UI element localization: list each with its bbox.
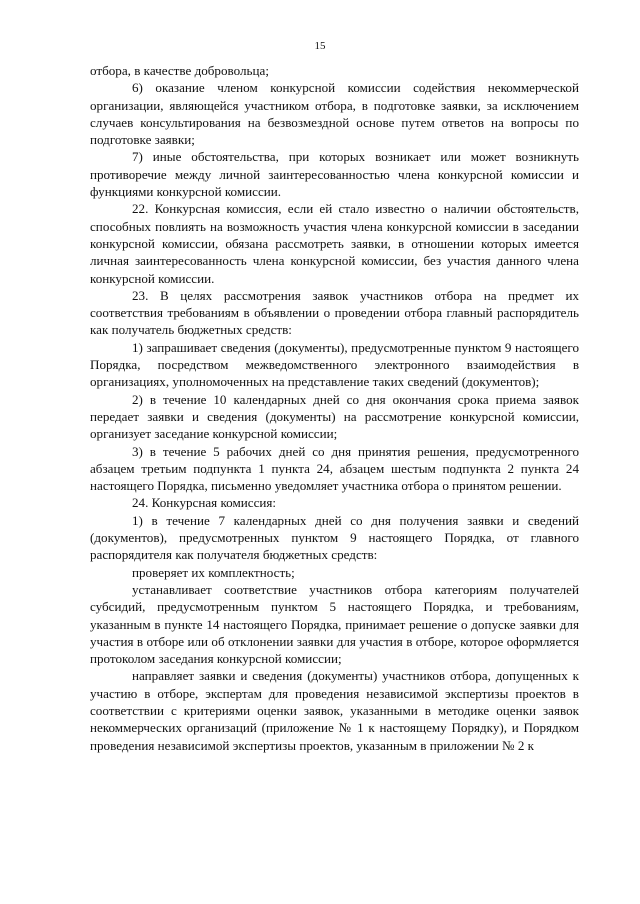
page-number: 15 bbox=[314, 40, 326, 52]
paragraph-clause-24: 24. Конкурсная комиссия: bbox=[132, 495, 277, 511]
paragraph-establish-compliance: устанавливает соответствие участников отбора категориям получателей субсидий, предусмотренным пунктом 5 настоящего Порядка, и требованиям, указанным в пункте 14 настоящего Порядка, принимает решение о допуске заявки для участия в отборе или об отклонении заявки для участия в отборе, которое оформляется протоколом заседания конкурсной комиссии; bbox=[90, 581, 579, 667]
paragraph-clause-24-item-1: 1) в течение 7 календарных дней со дня получения заявки и сведений (документов), предусмотренных пунктом 9 настоящего Порядка, от главного распорядителя как получателя бюджетных средств: bbox=[90, 512, 579, 563]
paragraph-clause-23-item-1: 1) запрашивает сведения (документы), предусмотренные пунктом 9 настоящего Порядка, посредством межведомственного электронного взаимодействия в организациях, уполномоченных на представление таких сведений (документов); bbox=[90, 339, 579, 390]
paragraph-item-7: 7) иные обстоятельства, при которых возникает или может возникнуть противоречие между личной заинтересованностью члена конкурсной комиссии и функциями конкурсной комиссии. bbox=[90, 149, 579, 200]
paragraph-clause-23-item-3: 3) в течение 5 рабочих дней со дня принятия решения, предусмотренного абзацем третьим подпункта 1 пункта 24, абзацем шестым подпункта 2 пункта 24 настоящего Порядка, письменно уведомляет участника отбора о принятом решении. bbox=[90, 443, 579, 494]
paragraph-clause-22: 22. Конкурсная комиссия, если ей стало известно о наличии обстоятельств, способных повлиять на возможность участия члена конкурсной комиссии в заседании конкурсной комиссии, обязана рассмотреть заявки, в отношении которых имеется личная заинтересованность члена конкурсной комиссии, без участия данного члена конкурсной комиссии. bbox=[90, 201, 579, 286]
paragraph-send-to-experts: направляет заявки и сведения (документы) участников отбора, допущенных к участию в отборе, экспертам для проведения независимой экспертизы проектов в соответствии с критериями оценки заявок, указанными в методике оценки заявок некоммерческих организаций (приложение № 1 к настоящему Порядку), и Порядком проведения независимой экспертизы проектов, указанным в приложении № 2 к bbox=[90, 668, 579, 753]
paragraph-item-6: 6) оказание членом конкурсной комиссии содействия некоммерческой организации, являющейся участником отбора, в подготовке заявки, за исключением случаев консультирования на безвозмездной основе путем ответов на вопросы по подготовке заявки; bbox=[90, 80, 579, 148]
paragraph-clause-23: 23. В целях рассмотрения заявок участников отбора на предмет их соответствия требованиям в объявлении о проведении отбора главный распорядитель как получатель бюджетных средств: bbox=[90, 287, 579, 338]
paragraph-clause-23-item-2: 2) в течение 10 календарных дней со дня окончания срока приема заявок передает заявки и сведения (документы) на рассмотрение конкурсной комиссии, организует заседание конкурсной комиссии; bbox=[90, 391, 579, 442]
paragraph-check-completeness: проверяет их комплектность; bbox=[132, 564, 295, 580]
paragraph-continuation: отбора, в качестве добровольца; bbox=[90, 63, 269, 78]
document-body bbox=[90, 62, 579, 754]
